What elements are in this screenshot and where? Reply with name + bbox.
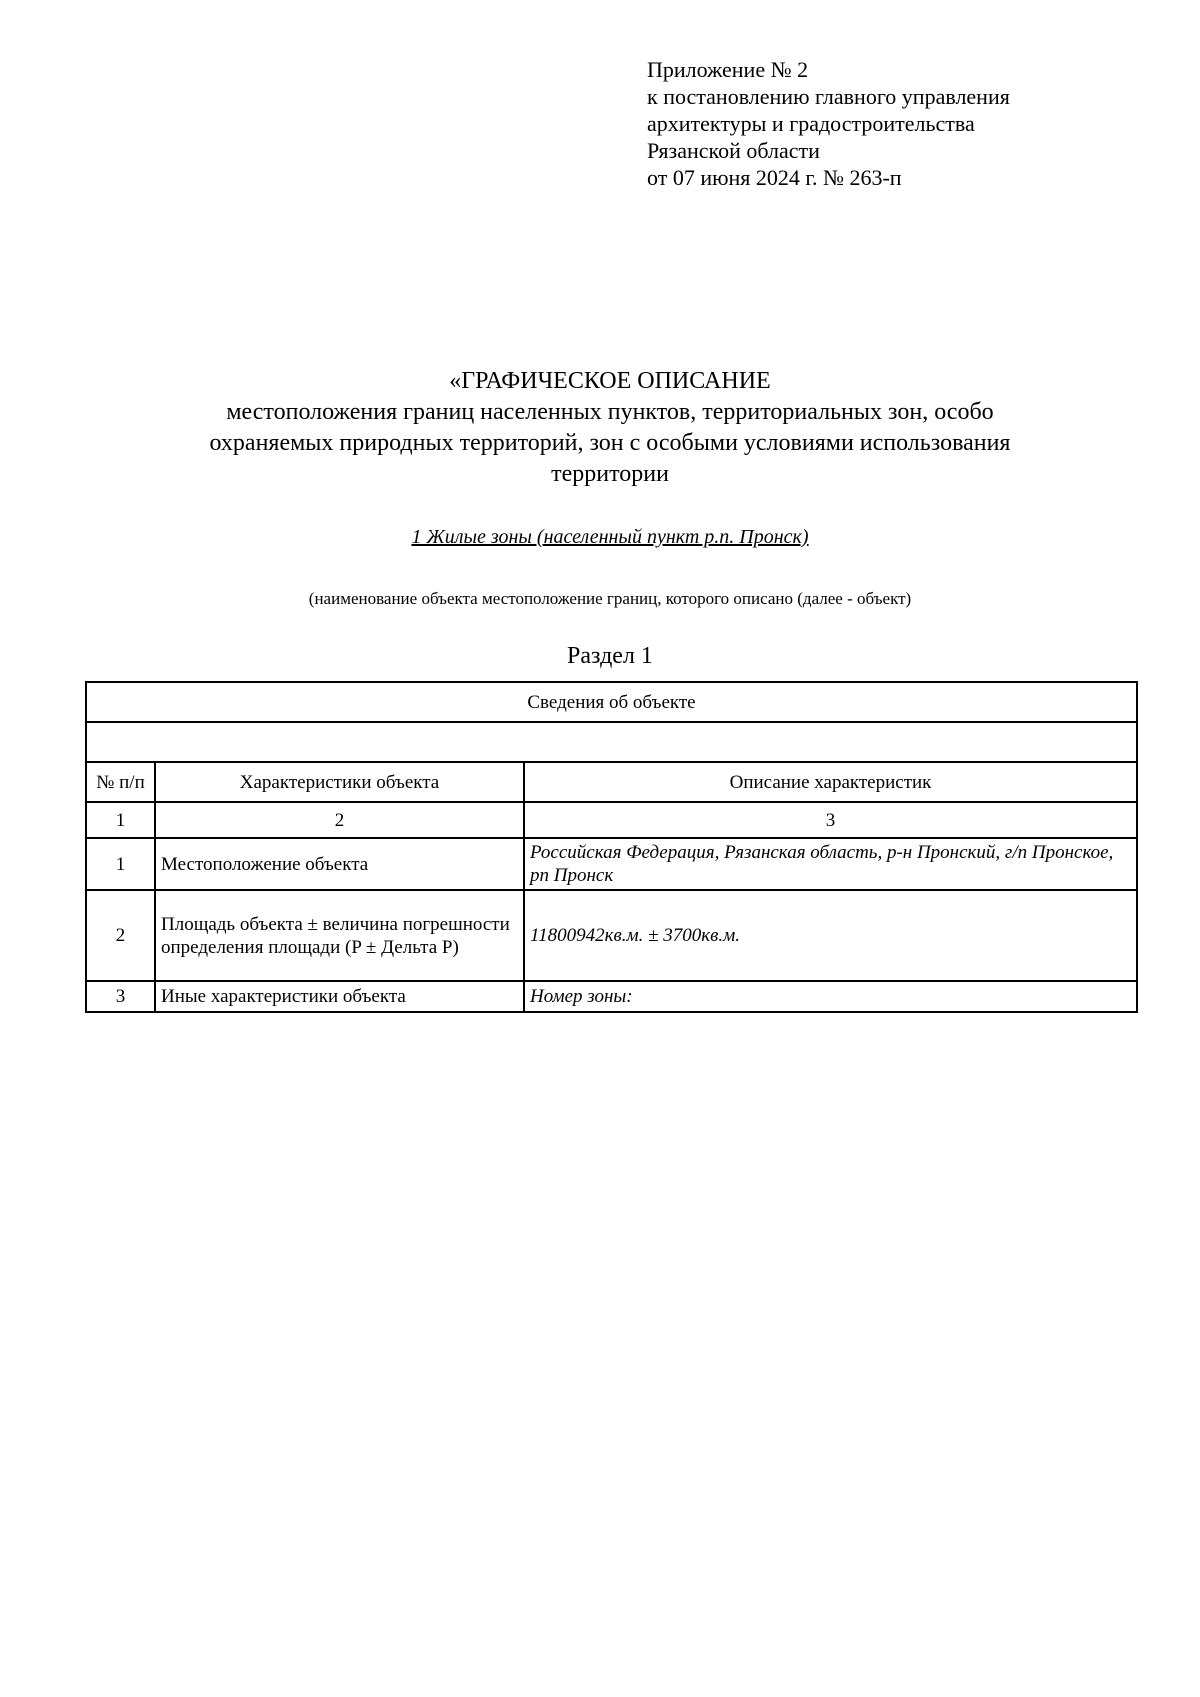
table-numbering-row bbox=[86, 802, 1137, 838]
object-name bbox=[80, 526, 1140, 549]
row-number: 1 bbox=[86, 838, 155, 890]
section-title: Раздел 1 bbox=[567, 643, 653, 669]
title-line: «ГРАФИЧЕСКОЕ ОПИСАНИЕ bbox=[449, 368, 771, 394]
object-info-table bbox=[85, 681, 1138, 1013]
appendix-line: Рязанской области bbox=[647, 138, 820, 163]
header-number: № п/п bbox=[86, 762, 155, 802]
object-caption: (наименование объекта местоположение границ, которого описано (далее - объект) bbox=[308, 589, 912, 608]
appendix-line: архитектуры и градостроительства bbox=[647, 111, 975, 136]
row-description: Российская Федерация, Рязанская область, р-н Пронский, г/п Пронское, рп Пронск bbox=[524, 838, 1137, 890]
numbering-cell: 2 bbox=[155, 802, 524, 838]
table-empty-row bbox=[86, 722, 1137, 762]
title-line: охраняемых природных территорий, зон с особыми условиями использования bbox=[209, 430, 1011, 456]
row-number: 3 bbox=[86, 981, 155, 1012]
row-characteristic: Площадь объекта ± величина погрешности определения площади (P ± Дельта P) bbox=[155, 890, 524, 981]
row-number: 2 bbox=[86, 890, 155, 981]
appendix-line: к постановлению главного управления bbox=[647, 84, 1010, 109]
table-empty-cell bbox=[86, 722, 1137, 762]
appendix-line: от 07 июня 2024 г. № 263-п bbox=[647, 165, 902, 190]
table-row bbox=[86, 838, 1137, 890]
header-characteristic: Характеристики объекта bbox=[155, 762, 524, 802]
document-title bbox=[80, 366, 1140, 490]
row-description: 11800942кв.м. ± 3700кв.м. bbox=[524, 890, 1137, 981]
row-description: Номер зоны: bbox=[524, 981, 1137, 1012]
numbering-cell: 1 bbox=[86, 802, 155, 838]
object-name-text: 1 Жилые зоны (населенный пункт р.п. Пронск) bbox=[411, 526, 809, 548]
table-row bbox=[86, 981, 1137, 1012]
header-description: Описание характеристик bbox=[524, 762, 1137, 802]
title-line: территории bbox=[551, 461, 669, 487]
table-caption-row bbox=[86, 682, 1137, 722]
table-caption: Сведения об объекте bbox=[86, 682, 1137, 722]
row-characteristic: Местоположение объекта bbox=[155, 838, 524, 890]
appendix-header bbox=[647, 56, 1010, 191]
title-line: местоположения границ населенных пунктов, территориальных зон, особо bbox=[226, 399, 994, 425]
table-header-row bbox=[86, 762, 1137, 802]
table-row bbox=[86, 890, 1137, 981]
appendix-line: Приложение № 2 bbox=[647, 57, 809, 82]
row-characteristic: Иные характеристики объекта bbox=[155, 981, 524, 1012]
numbering-cell: 3 bbox=[524, 802, 1137, 838]
